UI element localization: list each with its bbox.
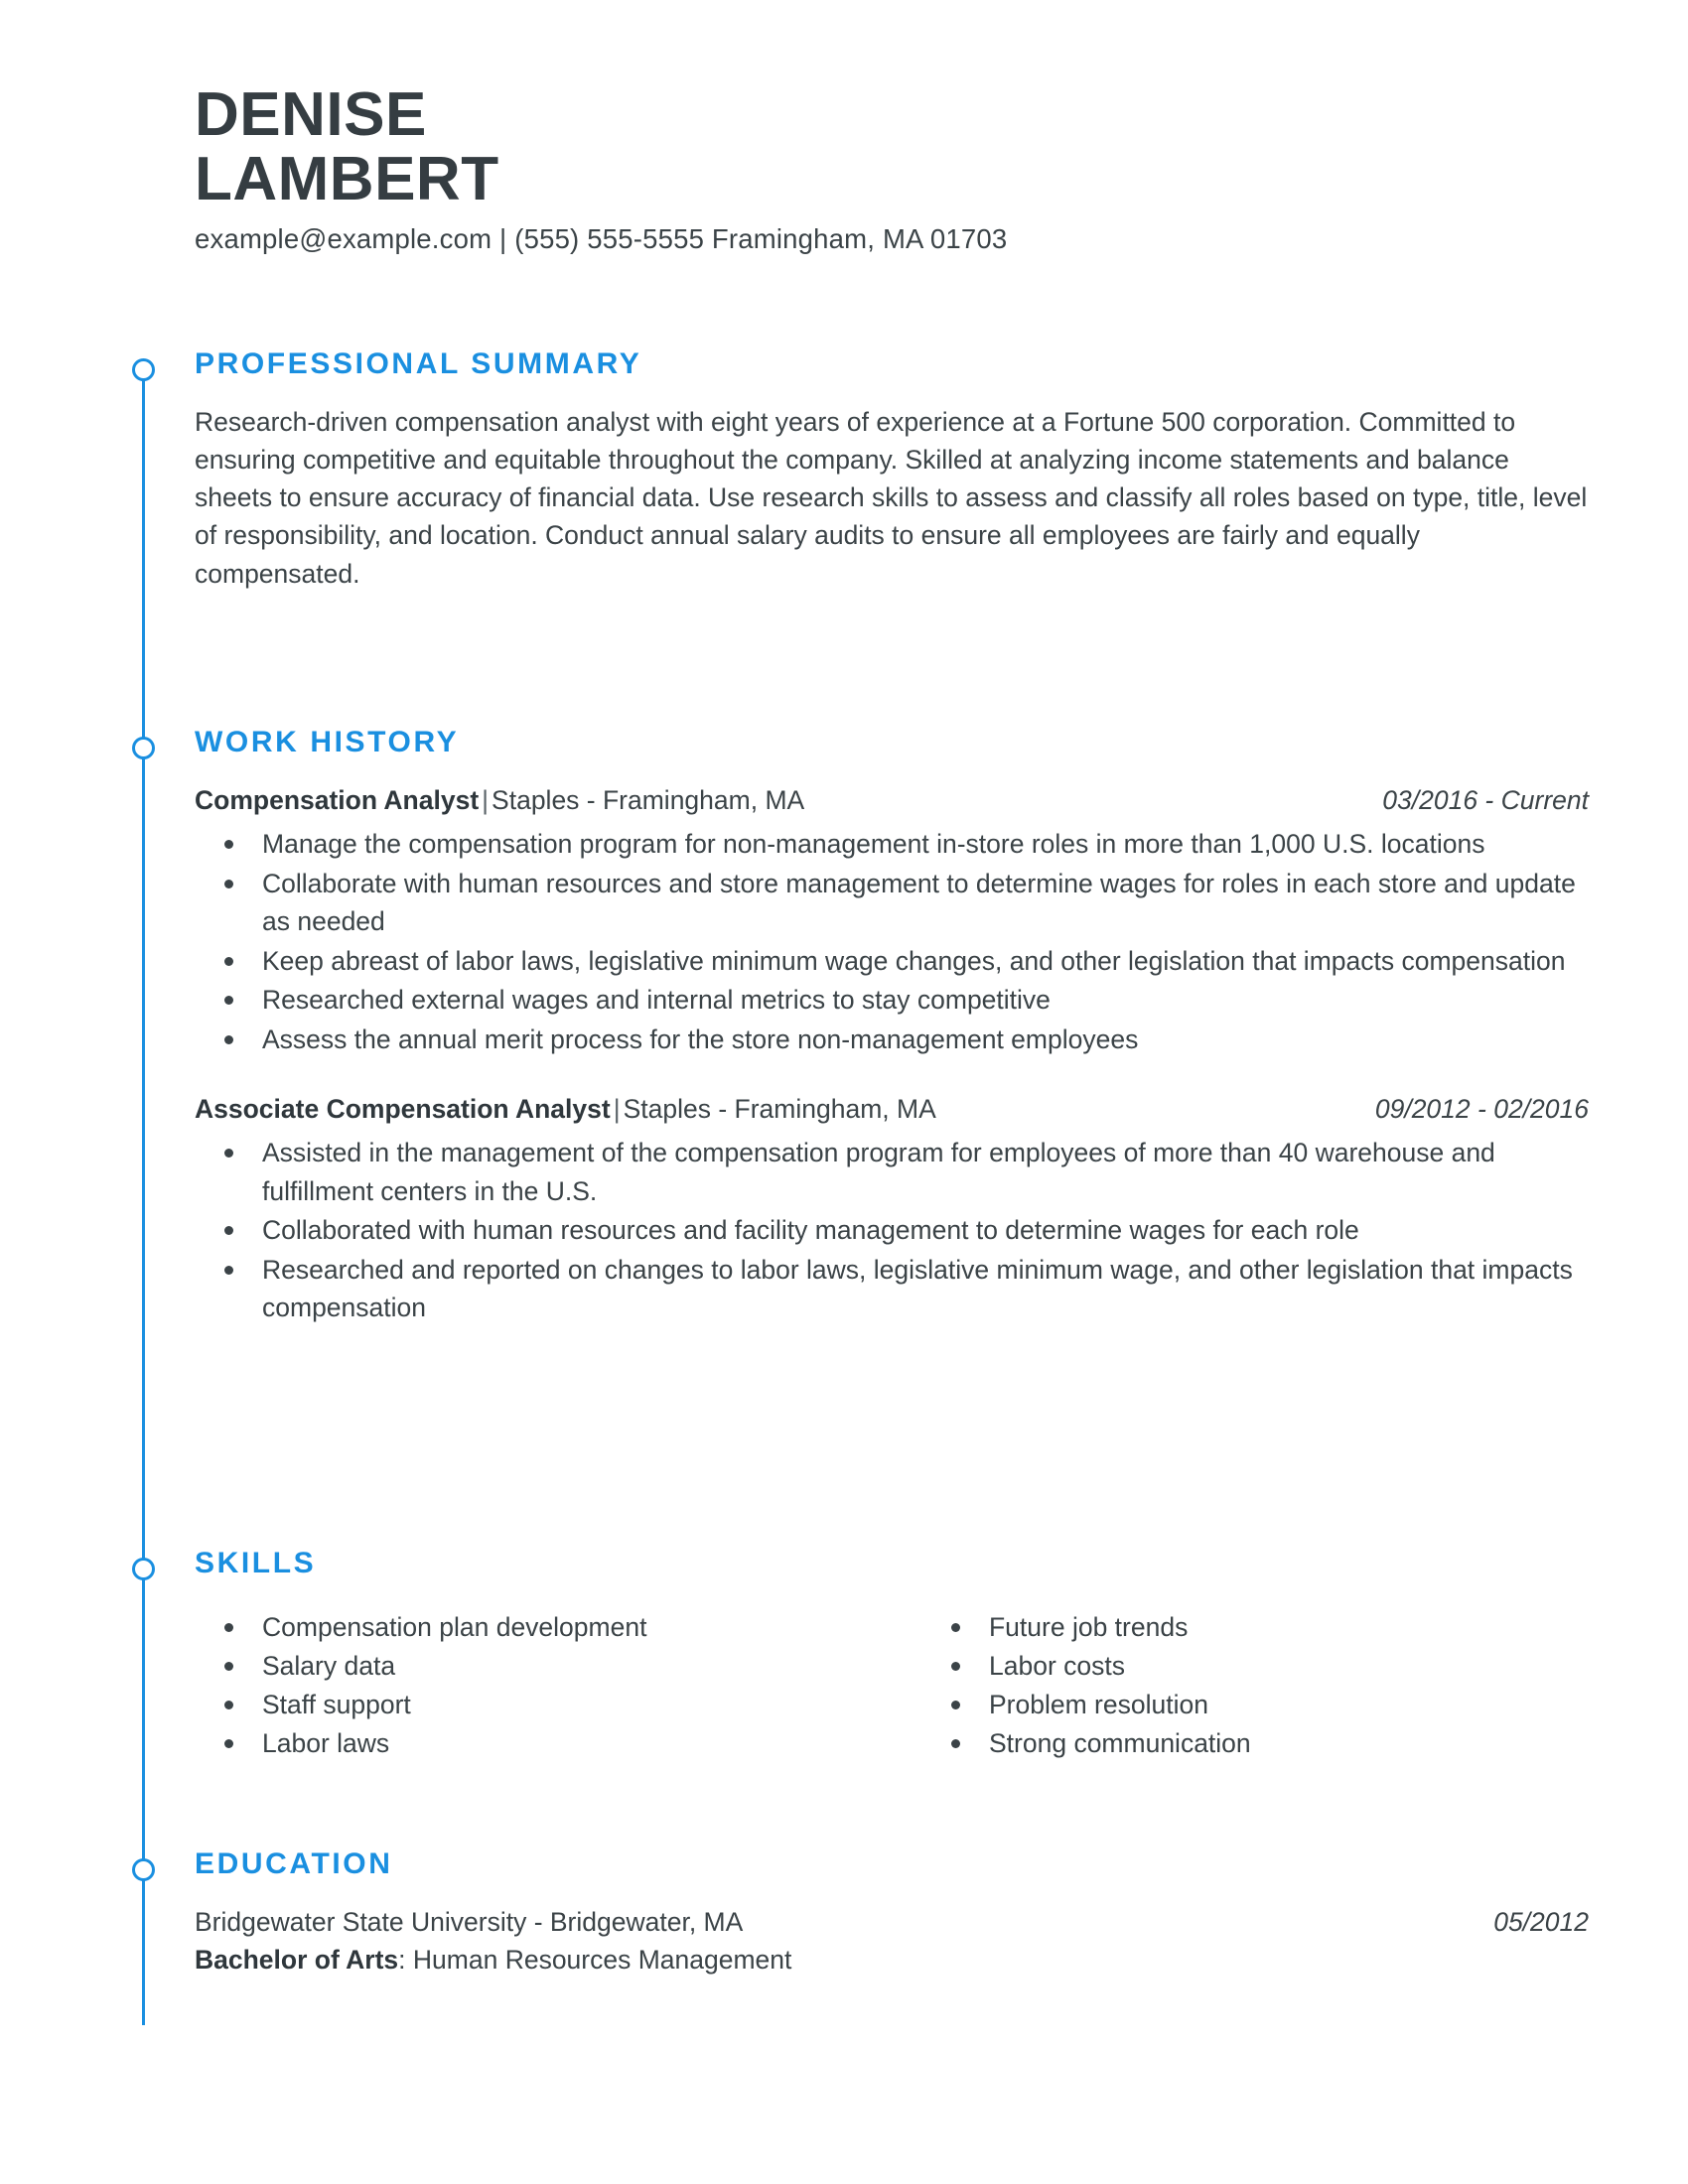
job-dates: 03/2016 - Current <box>1382 785 1589 815</box>
job-dates: 09/2012 - 02/2016 <box>1374 1093 1589 1124</box>
list-item: Assess the annual merit process for the store non-management employees <box>195 1021 1589 1058</box>
job-title: Associate Compensation Analyst <box>195 1093 611 1124</box>
job-separator: | <box>613 1093 621 1124</box>
work-entry-role-line <box>195 783 804 817</box>
skills-list-left <box>195 1608 892 1763</box>
list-item: Collaborated with human resources and facility management to determine wages for each role <box>195 1211 1589 1249</box>
skills-grid <box>195 1608 1589 1763</box>
skills-column-left <box>195 1608 892 1763</box>
education-entry-header <box>195 1905 1589 1941</box>
list-item: Compensation plan development <box>195 1608 892 1647</box>
job-bullet-list <box>195 825 1589 1058</box>
list-item: Manage the compensation program for non-management in-store roles in more than 1,000 U.S. locations <box>195 825 1589 863</box>
list-item: Assisted in the management of the compensation program for employees of more than 40 warehouse and fulfillment centers in the U.S. <box>195 1134 1589 1210</box>
section-title-skills: SKILLS <box>195 1547 317 1579</box>
education-degree-separator: : <box>398 1944 413 1975</box>
education-degree-field: Human Resources Management <box>412 1944 792 1975</box>
first-name: DENISE <box>195 80 427 149</box>
list-item: Labor costs <box>921 1647 1589 1686</box>
list-item: Keep abreast of labor laws, legislative minimum wage changes, and other legislation that impacts compensation <box>195 942 1589 980</box>
last-name: LAMBERT <box>195 144 499 213</box>
list-item: Future job trends <box>921 1608 1589 1647</box>
section-work-history <box>195 728 1589 1328</box>
work-entry-role-line <box>195 1092 936 1126</box>
skills-list-right <box>921 1608 1589 1763</box>
work-entry-header <box>195 1092 1589 1126</box>
education-date: 05/2012 <box>1493 1907 1589 1937</box>
list-item: Staff support <box>195 1686 892 1724</box>
education-degree-line <box>195 1943 1589 1979</box>
job-company: Staples - Framingham, MA <box>492 785 805 815</box>
list-item: Researched and reported on changes to labor laws, legislative minimum wage, and other legislation that impacts compensation <box>195 1251 1589 1327</box>
job-title: Compensation Analyst <box>195 785 480 815</box>
timeline-rail <box>142 369 145 2025</box>
skills-column-right <box>892 1608 1589 1763</box>
job-separator: | <box>482 785 490 815</box>
timeline-dot-education <box>132 1858 155 1881</box>
education-school: Bridgewater State University - Bridgewater, MA <box>195 1907 744 1937</box>
contact-line: example@example.com | (555) 555-5555 Framingham, MA 01703 <box>195 222 1008 254</box>
list-item: Collaborate with human resources and store management to determine wages for roles in each store and update as needed <box>195 865 1589 941</box>
section-education <box>195 1849 1589 1979</box>
timeline-dot-skills <box>132 1558 155 1580</box>
list-item: Strong communication <box>921 1724 1589 1763</box>
work-entry-header <box>195 783 1589 817</box>
section-professional-summary <box>195 349 1589 593</box>
resume-header <box>195 80 1525 255</box>
list-item: Researched external wages and internal metrics to stay competitive <box>195 981 1589 1019</box>
list-item: Salary data <box>195 1647 892 1686</box>
section-skills <box>195 1549 1589 1763</box>
timeline-dot-work <box>132 737 155 759</box>
timeline-dot-summary <box>132 358 155 381</box>
section-title-work-history: WORK HISTORY <box>195 726 460 758</box>
education-degree-label: Bachelor of Arts <box>195 1944 399 1975</box>
job-company: Staples - Framingham, MA <box>623 1093 936 1124</box>
summary-paragraph: Research-driven compensation analyst with eight years of experience at a Fortune 500 corporation. Committed to ensuring competitive and equitable throughout the company. Skilled at analyzing income statements and balance sheets to ensure accuracy of financial data. Use research skills to assess and classify all roles based on type, title, level of responsibility, and location. Conduct annual salary audits to ensure all employees are fairly and equally compensated. <box>195 407 1588 589</box>
job-bullet-list <box>195 1134 1589 1326</box>
work-entry <box>195 783 1589 1058</box>
work-entry <box>195 1092 1589 1327</box>
section-title-education: EDUCATION <box>195 1847 393 1880</box>
section-title-summary: PROFESSIONAL SUMMARY <box>195 347 642 380</box>
list-item: Problem resolution <box>921 1686 1589 1724</box>
list-item: Labor laws <box>195 1724 892 1763</box>
